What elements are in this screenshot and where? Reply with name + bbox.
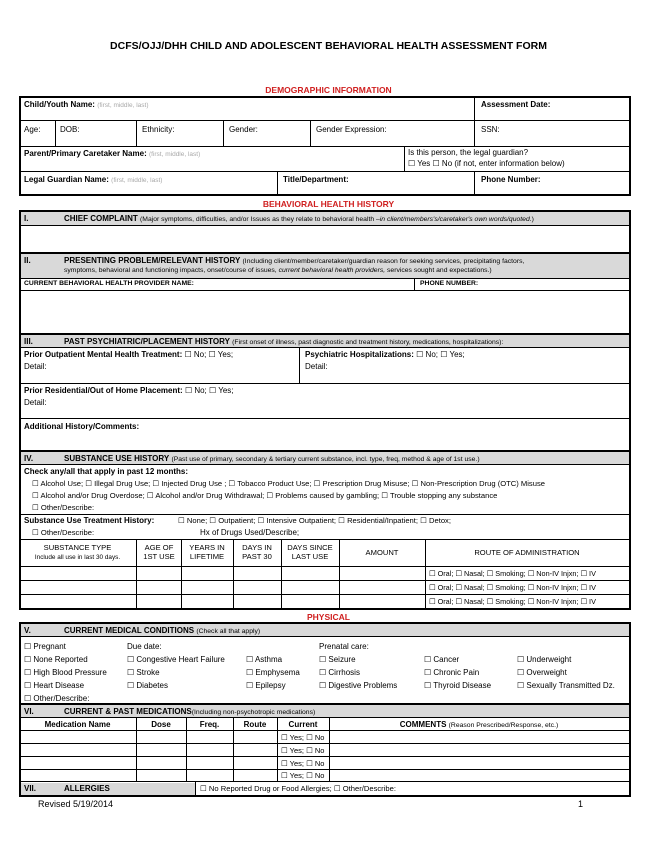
route-options-row-2[interactable]: ☐ Oral; ☐ Nasal; ☐ Smoking; ☐ Non-IV Injxn; ☐ IV — [429, 583, 596, 592]
th-comments: COMMENTS (Reason Prescribed/Response, etc.) — [399, 720, 559, 729]
gender-label: Gender: — [229, 125, 258, 134]
cond-diabetes[interactable]: ☐ Diabetes — [127, 681, 168, 690]
s6-num: VI. — [24, 707, 34, 716]
current-opts-row-4[interactable]: ☐ Yes; ☐ No — [281, 771, 325, 780]
child-name-label: Child/Youth Name: (first, middle, last) — [24, 100, 149, 109]
section-demographic: DEMOGRAPHIC INFORMATION — [265, 85, 392, 95]
hosp-detail: Detail: — [305, 362, 328, 371]
substance-check-label: Check any/all that apply in past 12 months: — [24, 467, 189, 476]
cond-other[interactable]: ☐ Other/Describe: — [24, 694, 90, 703]
legal-guardian-name-label: Legal Guardian Name: (first, middle, last) — [24, 175, 163, 184]
provider-name-label: CURRENT BEHAVIORAL HEALTH PROVIDER NAME: — [24, 280, 194, 287]
page-number: 1 — [578, 799, 584, 809]
route-options-row-1[interactable]: ☐ Oral; ☐ Nasal; ☐ Smoking; ☐ Non-IV Injxn; ☐ IV — [429, 569, 596, 578]
cond-hbp[interactable]: ☐ High Blood Pressure — [24, 668, 107, 677]
cond-seizure[interactable]: ☐ Seizure — [319, 655, 356, 664]
med-col-6[interactable] — [517, 653, 615, 692]
cond-cancer[interactable]: ☐ Cancer — [424, 655, 460, 664]
substance-tx-label: Substance Use Treatment History: — [24, 516, 155, 525]
section-behavioral: BEHAVIORAL HEALTH HISTORY — [262, 199, 395, 209]
phone-label: Phone Number: — [481, 175, 541, 184]
residential-label: Prior Residential/Out of Home Placement: ☐ No; ☐ Yes; — [24, 386, 234, 395]
s5-header: CURRENT MEDICAL CONDITIONS (Check all that apply) — [64, 626, 261, 635]
current-opts-row-1[interactable]: ☐ Yes; ☐ No — [281, 733, 325, 742]
cond-prenatal: Prenatal care: — [319, 642, 369, 651]
revised-date: Revised 5/19/2014 — [38, 799, 114, 809]
med-col-5[interactable] — [424, 653, 491, 692]
current-opts-row-3[interactable]: ☐ Yes; ☐ No — [281, 759, 325, 768]
substance-options-2[interactable]: ☐ Alcohol and/or Drug Overdose; ☐ Alcohol and/or Drug Withdrawal; ☐ Problems caused by gambling; ☐ Trouble stopping any substance — [32, 491, 498, 500]
th-current: Current — [288, 720, 318, 729]
s1-header: CHIEF COMPLAINT (Major symptoms, difficulties, and/or Issues as they relate to behavioral health –in client/members's/caretaker's own words/quoted.) — [64, 214, 534, 223]
cond-pregnant[interactable]: ☐ Pregnant — [24, 642, 66, 651]
age-label: Age: — [24, 125, 41, 134]
th-medication-name: Medication Name — [44, 720, 111, 729]
s5-num: V. — [24, 626, 31, 635]
title-dept-label: Title/Department: — [283, 175, 349, 184]
substance-tx-options[interactable]: ☐ None; ☐ Outpatient; ☐ Intensive Outpatient; ☐ Residential/Inpatient; ☐ Detox; — [178, 516, 451, 525]
assessment-date-label: Assessment Date: — [481, 100, 551, 109]
route-options-row-3[interactable]: ☐ Oral; ☐ Nasal; ☐ Smoking; ☐ Non-IV Injxn; ☐ IV — [429, 597, 596, 606]
th-route-med: Route — [243, 720, 267, 729]
cond-due-date: Due date: — [127, 642, 162, 651]
th-dose: Dose — [151, 720, 171, 729]
outpatient-label: Prior Outpatient Mental Health Treatment: ☐ No; ☐ Yes; — [24, 350, 234, 359]
s7-num: VII. — [24, 784, 37, 793]
ethnicity-label: Ethnicity: — [142, 125, 175, 134]
cond-epilepsy[interactable]: ☐ Epilepsy — [246, 681, 286, 690]
med-col-1[interactable] — [24, 640, 107, 705]
legal-guardian-question: Is this person, the legal guardian? — [408, 148, 529, 157]
s1-num: I. — [24, 214, 29, 223]
th-days-since-last: DAYS SINCE LAST USE — [287, 543, 333, 561]
provider-phone-label: PHONE NUMBER: — [420, 280, 479, 287]
cond-cirrhosis[interactable]: ☐ Cirrhosis — [319, 668, 360, 677]
s4-num: IV. — [24, 454, 34, 463]
gender-expression-label: Gender Expression: — [316, 125, 387, 134]
form-title: DCFS/OJJ/DHH CHILD AND ADOLESCENT BEHAVIORAL HEALTH ASSESSMENT FORM — [110, 40, 547, 52]
cond-digestive[interactable]: ☐ Digestive Problems — [319, 681, 398, 690]
cond-asthma[interactable]: ☐ Asthma — [246, 655, 283, 664]
s2-header-line2: symptoms, behavioral and functioning impacts, onset/course of issues, current behavioral health providers, services sought and expectations.) — [64, 267, 492, 274]
th-age-first-use: AGE OF 1ST USE — [143, 543, 175, 561]
dob-label: DOB: — [60, 125, 80, 134]
s2-num: II. — [24, 256, 31, 265]
outpatient-detail: Detail: — [24, 362, 47, 371]
cond-std[interactable]: ☐ Sexually Transmitted Dz. — [517, 681, 615, 690]
th-substance-sub: Include all use in last 30 days. — [34, 554, 121, 561]
cond-stroke[interactable]: ☐ Stroke — [127, 668, 160, 677]
cond-emphysema[interactable]: ☐ Emphysema — [246, 668, 300, 677]
s3-header: PAST PSYCHIATRIC/PLACEMENT HISTORY (First onset of illness, past diagnostic and treatment history, medications, hospitalizations): — [64, 337, 504, 346]
s2-header: PRESENTING PROBLEM/RELEVANT HISTORY (Including client/member/caretaker/guardian reason for seeking services, precipitating factors, — [64, 256, 525, 265]
substance-options-3[interactable]: ☐ Other/Describe: — [32, 503, 95, 512]
s3-num: III. — [24, 337, 33, 346]
med-col-3[interactable] — [246, 653, 300, 692]
cond-chf[interactable]: ☐ Congestive Heart Failure — [127, 655, 225, 664]
allergy-options[interactable]: ☐ No Reported Drug or Food Allergies; ☐ Other/Describe: — [200, 784, 396, 793]
substance-tx-hx: Hx of Drugs Used/Describe; — [200, 528, 300, 537]
substance-options-1[interactable]: ☐ Alcohol Use; ☐ Illegal Drug Use; ☐ Injected Drug Use ; ☐ Tobacco Product Use; ☐ Prescription Drug Misuse; ☐ Non-Prescription Drug (OTC) Misuse — [32, 479, 545, 488]
th-substance-type: SUBSTANCE TYPE — [43, 543, 112, 552]
med-col-2[interactable] — [127, 640, 225, 692]
section-physical: PHYSICAL — [307, 612, 350, 622]
th-days-past-30: DAYS IN PAST 30 — [242, 543, 272, 561]
cond-chronic-pain[interactable]: ☐ Chronic Pain — [424, 668, 480, 677]
s6-header: CURRENT & PAST MEDICATIONS(Including non-psychotropic medications) — [64, 707, 316, 716]
cond-none[interactable]: ☐ None Reported — [24, 655, 88, 664]
th-route: ROUTE OF ADMINISTRATION — [474, 548, 580, 557]
parent-name-label: Parent/Primary Caretaker Name: (first, middle, last) — [24, 149, 201, 158]
cond-overweight[interactable]: ☐ Overweight — [517, 668, 567, 677]
th-freq: Freq. — [199, 720, 220, 729]
cond-thyroid[interactable]: ☐ Thyroid Disease — [424, 681, 492, 690]
substance-tx-other[interactable]: ☐ Other/Describe: — [32, 528, 95, 537]
residential-detail: Detail: — [24, 398, 47, 407]
th-amount: AMOUNT — [365, 548, 399, 557]
legal-guardian-options[interactable]: ☐ Yes ☐ No (if not, enter information below) — [408, 159, 565, 168]
ssn-label: SSN: — [481, 125, 500, 134]
hosp-label: Psychiatric Hospitalizations: ☐ No; ☐ Yes; — [305, 350, 465, 359]
s4-header: SUBSTANCE USE HISTORY (Past use of primary, secondary & tertiary current substance, incl. type, freq, method & age of 1st use.) — [64, 454, 480, 463]
th-years-lifetime: YEARS IN LIFETIME — [189, 543, 225, 561]
s7-title: ALLERGIES — [64, 784, 110, 793]
current-opts-row-2[interactable]: ☐ Yes; ☐ No — [281, 746, 325, 755]
additional-history-label: Additional History/Comments: — [24, 422, 140, 431]
cond-heart[interactable]: ☐ Heart Disease — [24, 681, 85, 690]
med-col-4[interactable] — [319, 640, 397, 692]
cond-underweight[interactable]: ☐ Underweight — [517, 655, 572, 664]
